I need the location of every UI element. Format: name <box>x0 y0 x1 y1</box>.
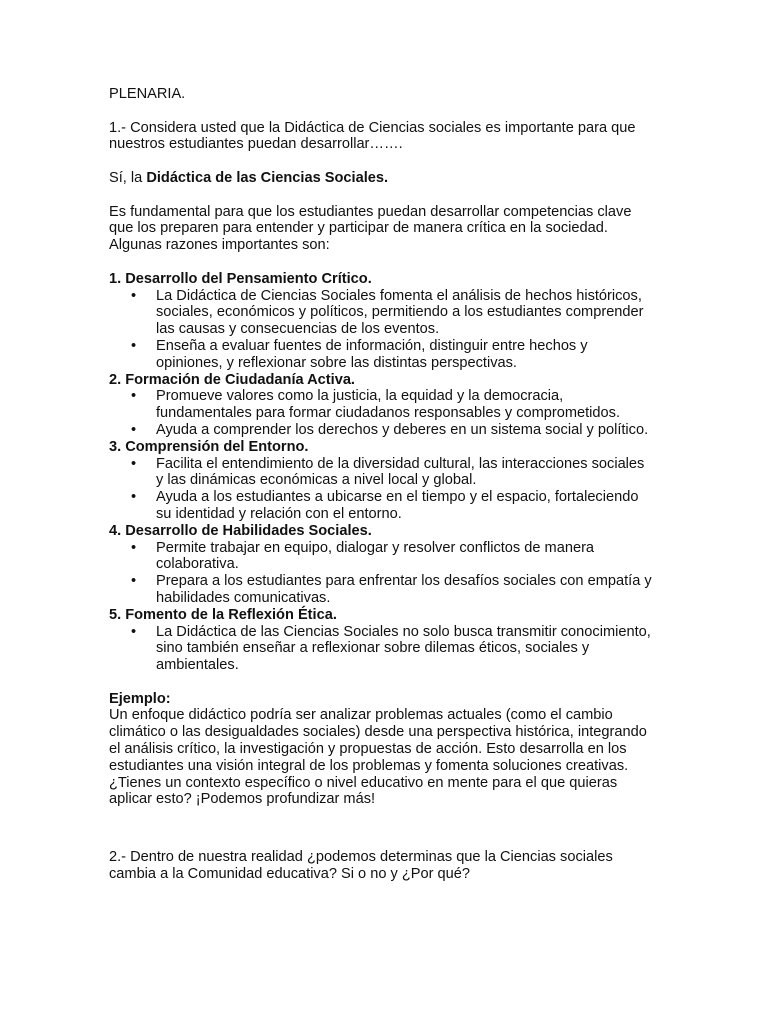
list-item: • Prepara a los estudiantes para enfrentar los desafíos sociales con empatía y habilidades comunicativas. <box>109 573 654 607</box>
question-1: 1.- Considera usted que la Didáctica de Ciencias sociales es importante para que nuestros estudiantes puedan desarrollar……. <box>109 119 636 153</box>
list-item: • Permite trabajar en equipo, dialogar y resolver conflictos de manera colaborativa. <box>109 540 654 574</box>
followup-text: ¿Tienes un contexto específico o nivel educativo en mente para el que quieras aplicar esto? ¡Podemos profundizar más! <box>109 774 618 808</box>
question-2: 2.- Dentro de nuestra realidad ¿podemos determinas que la Ciencias sociales cambia a la Comunidad educativa? Si o no y ¿Por qué? <box>109 849 613 883</box>
section-list-3 <box>109 456 654 523</box>
list-item: • Ayuda a los estudiantes a ubicarse en el tiempo y el espacio, fortaleciendo su identidad y relación con el entorno. <box>109 489 654 523</box>
list-item: • Ayuda a comprender los derechos y deberes en un sistema social y político. <box>109 422 654 439</box>
intro-paragraph: Es fundamental para que los estudiantes puedan desarrollar competencias clave que los preparen para entender y participar de manera crítica en la sociedad. Algunas razones importantes son: <box>109 203 632 254</box>
answer-intro-prefix: Sí, la <box>109 169 147 186</box>
list-item: • Enseña a evaluar fuentes de información, distinguir entre hechos y opiniones, y reflexionar sobre las distintas perspectivas. <box>109 338 654 372</box>
answer-intro-bold: Didáctica de las Ciencias Sociales. <box>146 169 389 186</box>
section-list-5 <box>109 624 654 674</box>
list-item: • Facilita el entendimiento de la diversidad cultural, las interacciones sociales y las dinámicas económicas a nivel local y global. <box>109 456 654 490</box>
section-heading-4: 4. Desarrollo de Habilidades Sociales. <box>109 522 372 539</box>
document-page <box>109 86 654 883</box>
document-title: PLENARIA. <box>109 86 186 102</box>
section-heading-5: 5. Fomento de la Reflexión Ética. <box>109 606 337 623</box>
section-heading-2: 2. Formación de Ciudadanía Activa. <box>109 371 355 388</box>
section-list-2 <box>109 388 654 438</box>
example-heading: Ejemplo: <box>109 690 171 707</box>
section-list-1 <box>109 288 654 372</box>
section-heading-3: 3. Comprensión del Entorno. <box>109 438 309 455</box>
answer-intro <box>109 170 654 187</box>
section-list-4 <box>109 540 654 607</box>
example-text: Un enfoque didáctico podría ser analizar problemas actuales (como el cambio climático o las desigualdades sociales) desde una perspectiva histórica, integrando el análisis crítico, la investigación y propuestas de acción. Esto desarrolla en los estudiantes una visión integral de los problemas y fomenta soluciones creativas. <box>109 707 647 774</box>
list-item: • Promueve valores como la justicia, la equidad y la democracia, fundamentales para formar ciudadanos responsables y comprometidos. <box>109 388 654 422</box>
list-item: • La Didáctica de las Ciencias Sociales no solo busca transmitir conocimiento, sino también enseñar a reflexionar sobre dilemas éticos, sociales y ambientales. <box>109 624 654 674</box>
list-item: • La Didáctica de Ciencias Sociales fomenta el análisis de hechos históricos, sociales, económicos y políticos, permitiendo a los estudiantes comprender las causas y consecuencias de los eventos. <box>109 288 654 338</box>
section-heading-1: 1. Desarrollo del Pensamiento Crítico. <box>109 270 372 287</box>
